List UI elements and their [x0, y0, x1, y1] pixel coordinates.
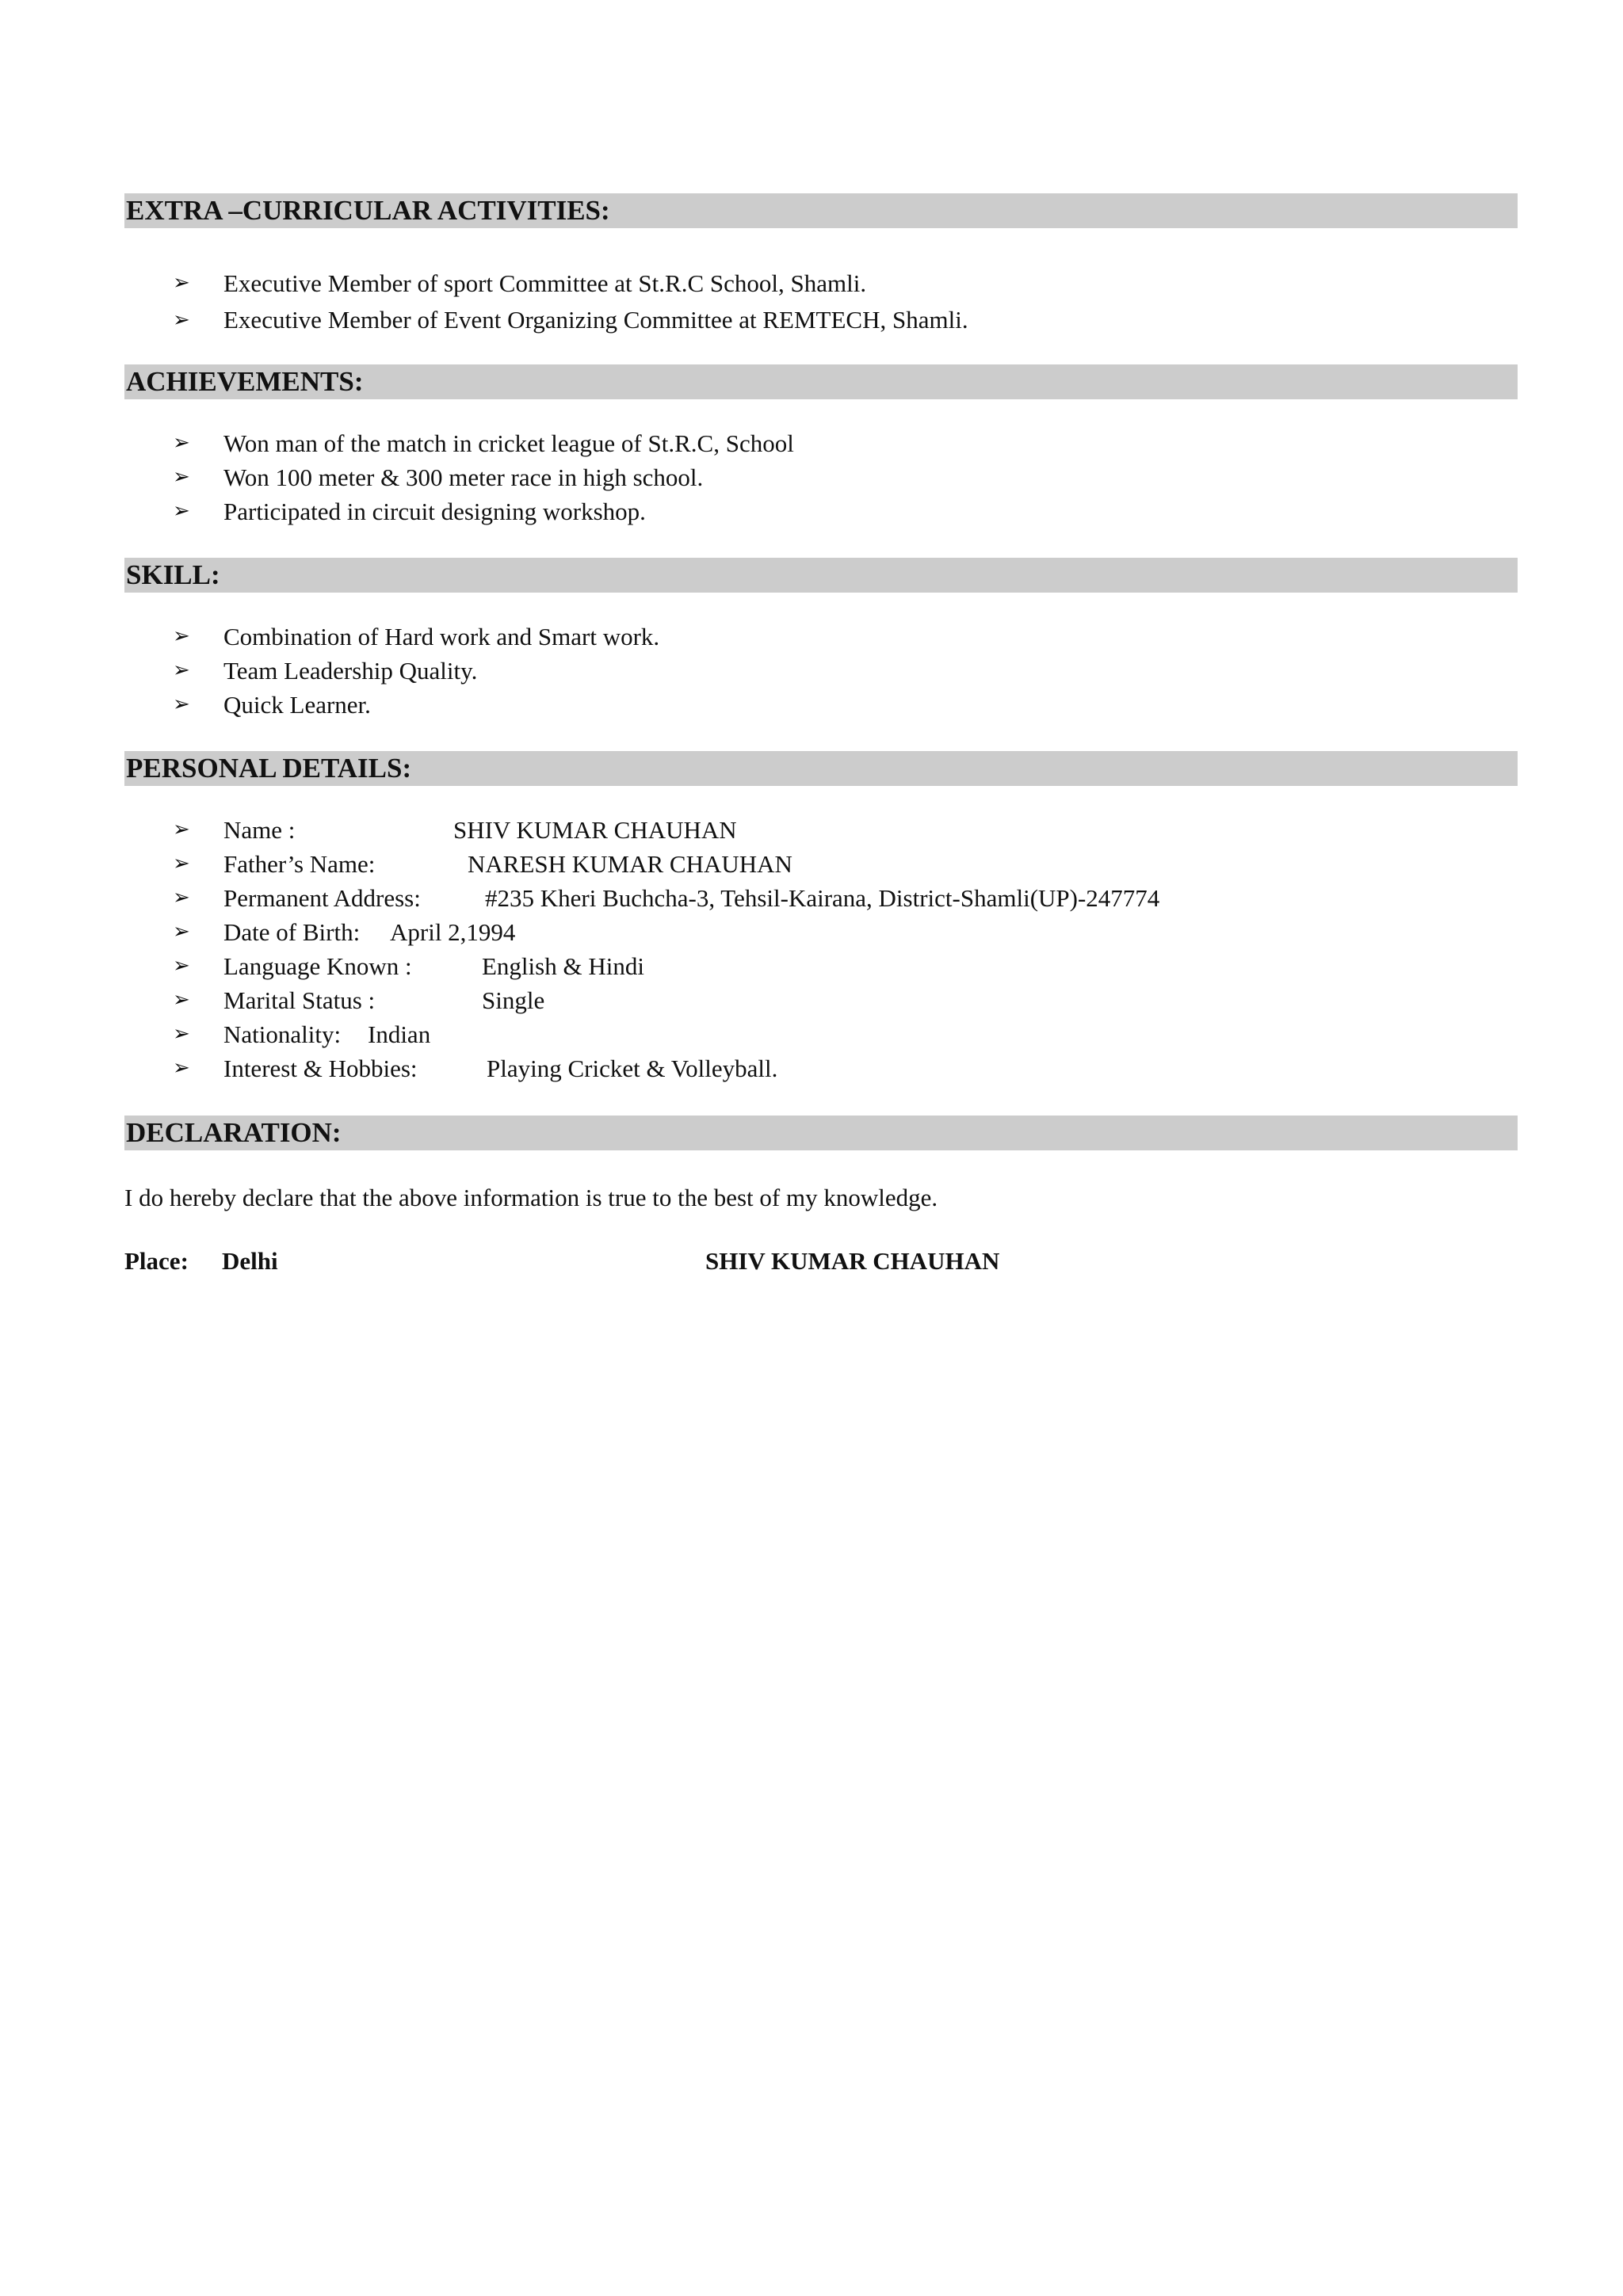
nationality-value: Indian	[368, 1020, 431, 1048]
dob-value: April 2,1994	[390, 918, 516, 946]
extra-curricular-heading: EXTRA –CURRICULAR ACTIVITIES:	[124, 193, 1518, 228]
name-label: Name :	[223, 816, 296, 844]
address-value: #235 Kheri Buchcha-3, Tehsil-Kairana, District-Shamli(UP)-247774	[485, 884, 1160, 912]
extra-curricular-item: Executive Member of sport Committee at St.R.C School, Shamli.	[223, 269, 867, 297]
skill-item: Quick Learner.	[223, 691, 371, 719]
place-label: Place:	[124, 1247, 189, 1275]
arrowhead-bullet-icon: ➢	[173, 692, 190, 716]
arrowhead-bullet-icon: ➢	[173, 271, 190, 295]
marital-status-label: Marital Status :	[223, 986, 376, 1014]
address-label: Permanent Address:	[223, 884, 421, 912]
arrowhead-bullet-icon: ➢	[173, 818, 190, 841]
arrowhead-bullet-icon: ➢	[173, 920, 190, 944]
arrowhead-bullet-icon: ➢	[173, 431, 190, 455]
father-name-value: NARESH KUMAR CHAUHAN	[468, 850, 792, 878]
achievements-heading: ACHIEVEMENTS:	[124, 364, 1518, 399]
place-value: Delhi	[222, 1247, 278, 1275]
language-label: Language Known :	[223, 952, 412, 980]
declaration-text: I do hereby declare that the above information is true to the best of my knowledge.	[124, 1184, 938, 1211]
arrowhead-bullet-icon: ➢	[173, 1022, 190, 1046]
arrowhead-bullet-icon: ➢	[173, 988, 190, 1012]
skill-heading: SKILL:	[124, 558, 1518, 593]
extra-curricular-item: Executive Member of Event Organizing Committee at REMTECH, Shamli.	[223, 306, 968, 334]
arrowhead-bullet-icon: ➢	[173, 658, 190, 682]
arrowhead-bullet-icon: ➢	[173, 954, 190, 978]
skill-item: Combination of Hard work and Smart work.	[223, 623, 660, 650]
signature-name: SHIV KUMAR CHAUHAN	[705, 1247, 1000, 1275]
achievement-item: Won man of the match in cricket league of St.R.C, School	[223, 429, 794, 457]
arrowhead-bullet-icon: ➢	[173, 1056, 190, 1080]
father-name-label: Father’s Name:	[223, 850, 376, 878]
name-value: SHIV KUMAR CHAUHAN	[453, 816, 737, 844]
personal-details-heading: PERSONAL DETAILS:	[124, 751, 1518, 786]
arrowhead-bullet-icon: ➢	[173, 886, 190, 910]
dob-label: Date of Birth:	[223, 918, 361, 946]
declaration-heading: DECLARATION:	[124, 1116, 1518, 1150]
nationality-label: Nationality:	[223, 1020, 342, 1048]
language-value: English & Hindi	[482, 952, 644, 980]
arrowhead-bullet-icon: ➢	[173, 308, 190, 332]
skill-item: Team Leadership Quality.	[223, 657, 478, 685]
arrowhead-bullet-icon: ➢	[173, 499, 190, 523]
hobbies-value: Playing Cricket & Volleyball.	[487, 1055, 778, 1082]
achievement-item: Participated in circuit designing workshop.	[223, 498, 646, 525]
achievement-item: Won 100 meter & 300 meter race in high school.	[223, 463, 704, 491]
arrowhead-bullet-icon: ➢	[173, 465, 190, 489]
hobbies-label: Interest & Hobbies:	[223, 1055, 418, 1082]
marital-status-value: Single	[482, 986, 545, 1014]
arrowhead-bullet-icon: ➢	[173, 624, 190, 648]
arrowhead-bullet-icon: ➢	[173, 852, 190, 875]
